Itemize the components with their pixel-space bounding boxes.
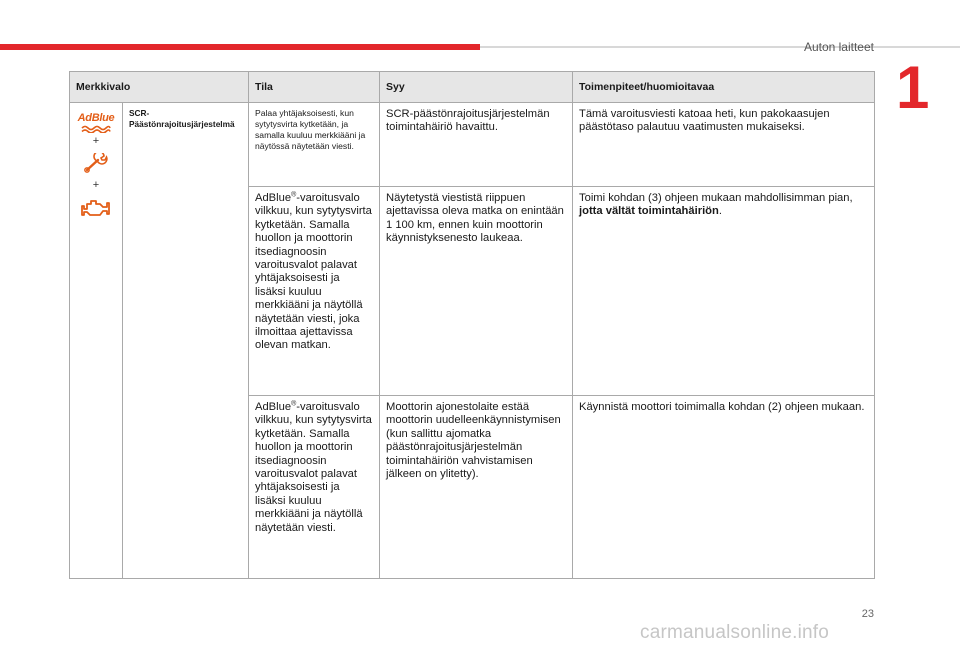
cell-tila-2 <box>249 187 380 396</box>
chapter-accent-bar <box>0 44 480 50</box>
page-number: 23 <box>861 608 874 620</box>
adblue-icon <box>76 112 116 133</box>
table-row <box>70 103 875 187</box>
cell-toimenpiteet-2-end: . <box>718 205 722 218</box>
cell-tila-1: Palaa yhtäjaksoisesti, kun sytytysvirta kytketään, ja samalla kuuluu merkkiääni ja näytössä näytetään viesti. <box>249 103 380 187</box>
watermark: carmanualsonline.info <box>640 622 830 643</box>
section-title: Auton laitteet <box>803 40 874 54</box>
header-divider <box>480 46 960 48</box>
cell-toimenpiteet-2 <box>573 187 875 396</box>
registered-mark: ® <box>291 400 297 408</box>
cell-toimenpiteet-2-text: Toimi kohdan (3) ohjeen mukaan mahdollisimman pian, <box>579 192 853 204</box>
adblue-logo-text: AdBlue <box>77 112 115 124</box>
cell-tila-3-text: -varoitusvalo vilkkuu, kun sytytysvirta kytketään. Samalla huollon ja moottorin itsediagnoosin varoitusvalot palavat yhtäjaksoisesti ja lisäksi kuuluu merkkiääni ja näytöllä näytetään viesti. <box>255 401 372 534</box>
column-header-syy: Syy <box>380 72 573 103</box>
column-header-tila: Tila <box>249 72 380 103</box>
warning-icons-cell <box>70 103 123 579</box>
plus-sign: + <box>92 135 100 148</box>
adblue-word: AdBlue <box>255 401 292 413</box>
column-header-toimenpiteet: Toimenpiteet/huomioitavaa <box>573 72 875 103</box>
cell-tila-3 <box>249 396 380 579</box>
cell-syy-2: Näytetystä viestistä riippuen ajettavissa oleva matka on enintään 1 100 km, ennen kuin moottorin käynnistyksenesto laukeaa. <box>380 187 573 396</box>
engine-check-icon <box>76 197 116 223</box>
adblue-word: AdBlue <box>255 192 292 204</box>
table-header-row <box>70 72 875 103</box>
warning-lights-table <box>69 71 875 579</box>
registered-mark: ® <box>291 191 297 199</box>
column-header-merkkivalo: Merkkivalo <box>70 72 249 103</box>
cell-toimenpiteet-3: Käynnistä moottori toimimalla kohdan (2) ohjeen mukaan. <box>573 396 875 579</box>
cell-toimenpiteet-2-bold: jotta vältät toimintahäiriön <box>579 205 719 218</box>
chapter-number: 1 <box>896 54 930 121</box>
cell-toimenpiteet-1: Tämä varoitusviesti katoaa heti, kun pakokaasujen päästötaso palautuu vaatimusten mukaiseksi. <box>573 103 875 187</box>
cell-syy-3: Moottorin ajonestolaite estää moottorin uudelleenkäynnistymisen (kun sallittu ajomatka päästönrajoitusjärjestelmän toimintahäiriön vahvistamisen jälkeen on ylitetty). <box>380 396 573 579</box>
service-wrench-icon <box>76 153 116 177</box>
condition-scr-system: SCR-Päästönrajoitusjärjestelmä <box>123 103 249 579</box>
plus-sign: + <box>92 179 100 192</box>
cell-syy-1: SCR-päästönrajoitusjärjestelmän toimintahäiriö havaittu. <box>380 103 573 187</box>
cell-tila-2-text: -varoitusvalo vilkkuu, kun sytytysvirta kytketään. Samalla huollon ja moottorin itsediagnoosin varoitusvalot palavat yhtäjaksoisesti ja lisäksi kuuluu merkkiääni ja näytöllä näytetään viesti, joka ilmoittaa ajettavissa olevan matkan. <box>255 192 372 352</box>
